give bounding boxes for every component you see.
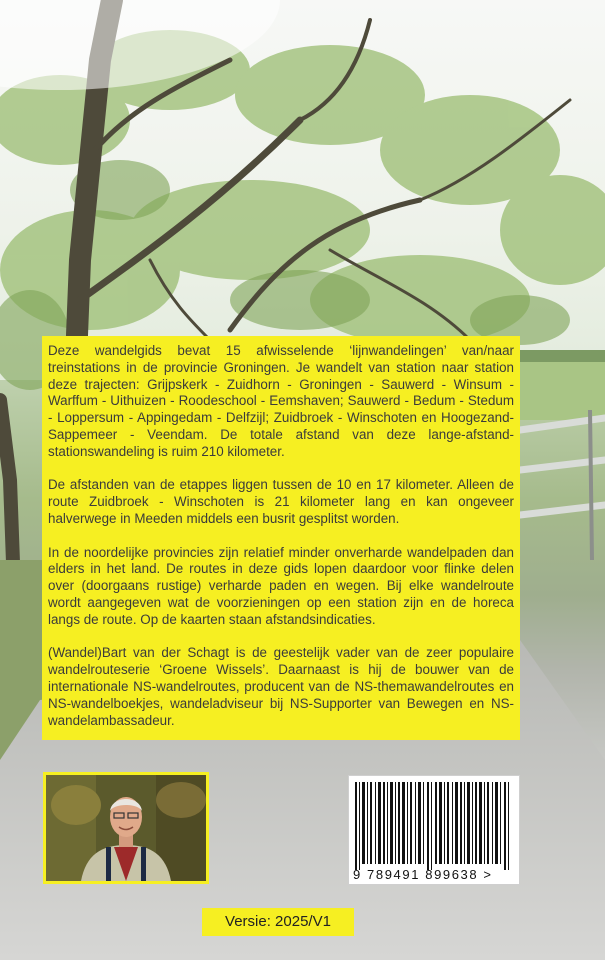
isbn-barcode — [348, 775, 520, 885]
author-photo — [46, 775, 206, 881]
paragraph-author: (Wandel)Bart van der Schagt is de geestelijk vader van de zeer populaire wandelrouteserie ‘Groene Wissels’. Daarnaast is hij de bouwer van de internationale NS-wandelroutes, producent van de NS-themawandelroutes en NS-wandelboekjes, wandeladviseur bij NS-Supporter van Bewegen en NS-wandelambassadeur. — [48, 645, 514, 728]
paragraph-intro: Deze wandelgids bevat 15 afwisselende ‘lijnwandelingen’ van/naar treinstations in de provincie Groningen. Je wandelt van station naar station deze trajecten: Grijpskerk - Zuidhorn - Groningen - Sauwerd - Winsum - Warffum - Uithuizen - Roodeschool - Eemshaven; Sauwerd - Bedum - Stedum - Loppersum - Appingedam - Delfzijl; Zuidbroek - Winschoten en Hoogezand-Sappemeer - Veendam. De totale afstand van deze lange-afstand-stationswandeling is ruim 210 kilometer. — [48, 343, 514, 459]
paragraph-paths: In de noordelijke provincies zijn relatief minder onverharde wandelpaden dan elders in het land. De routes in deze gids lopen daardoor voor flinke delen over (doorgaans rustige) verharde paden en wegen. Bij elke wandelroute wordt aangegeven wat de voorzieningen op een station zijn en de horeca langs de route. Op de kaarten staan afstandsindicaties. — [48, 544, 514, 627]
paragraph-distances: De afstanden van de etappes liggen tussen de 10 en 17 kilometer. Alleen de route Zuidbroek - Winschoten is 21 kilometer lang en kan ongeveer halverwege in Meeden middels een busrit gesplitst worden. — [48, 477, 514, 526]
isbn-digits: 9 789491 899638 > — [353, 867, 493, 882]
description-textbox — [42, 336, 520, 740]
version-label: Versie: 2025/V1 — [202, 908, 354, 936]
barcode-bars — [349, 778, 519, 870]
author-photo-frame — [43, 772, 209, 884]
